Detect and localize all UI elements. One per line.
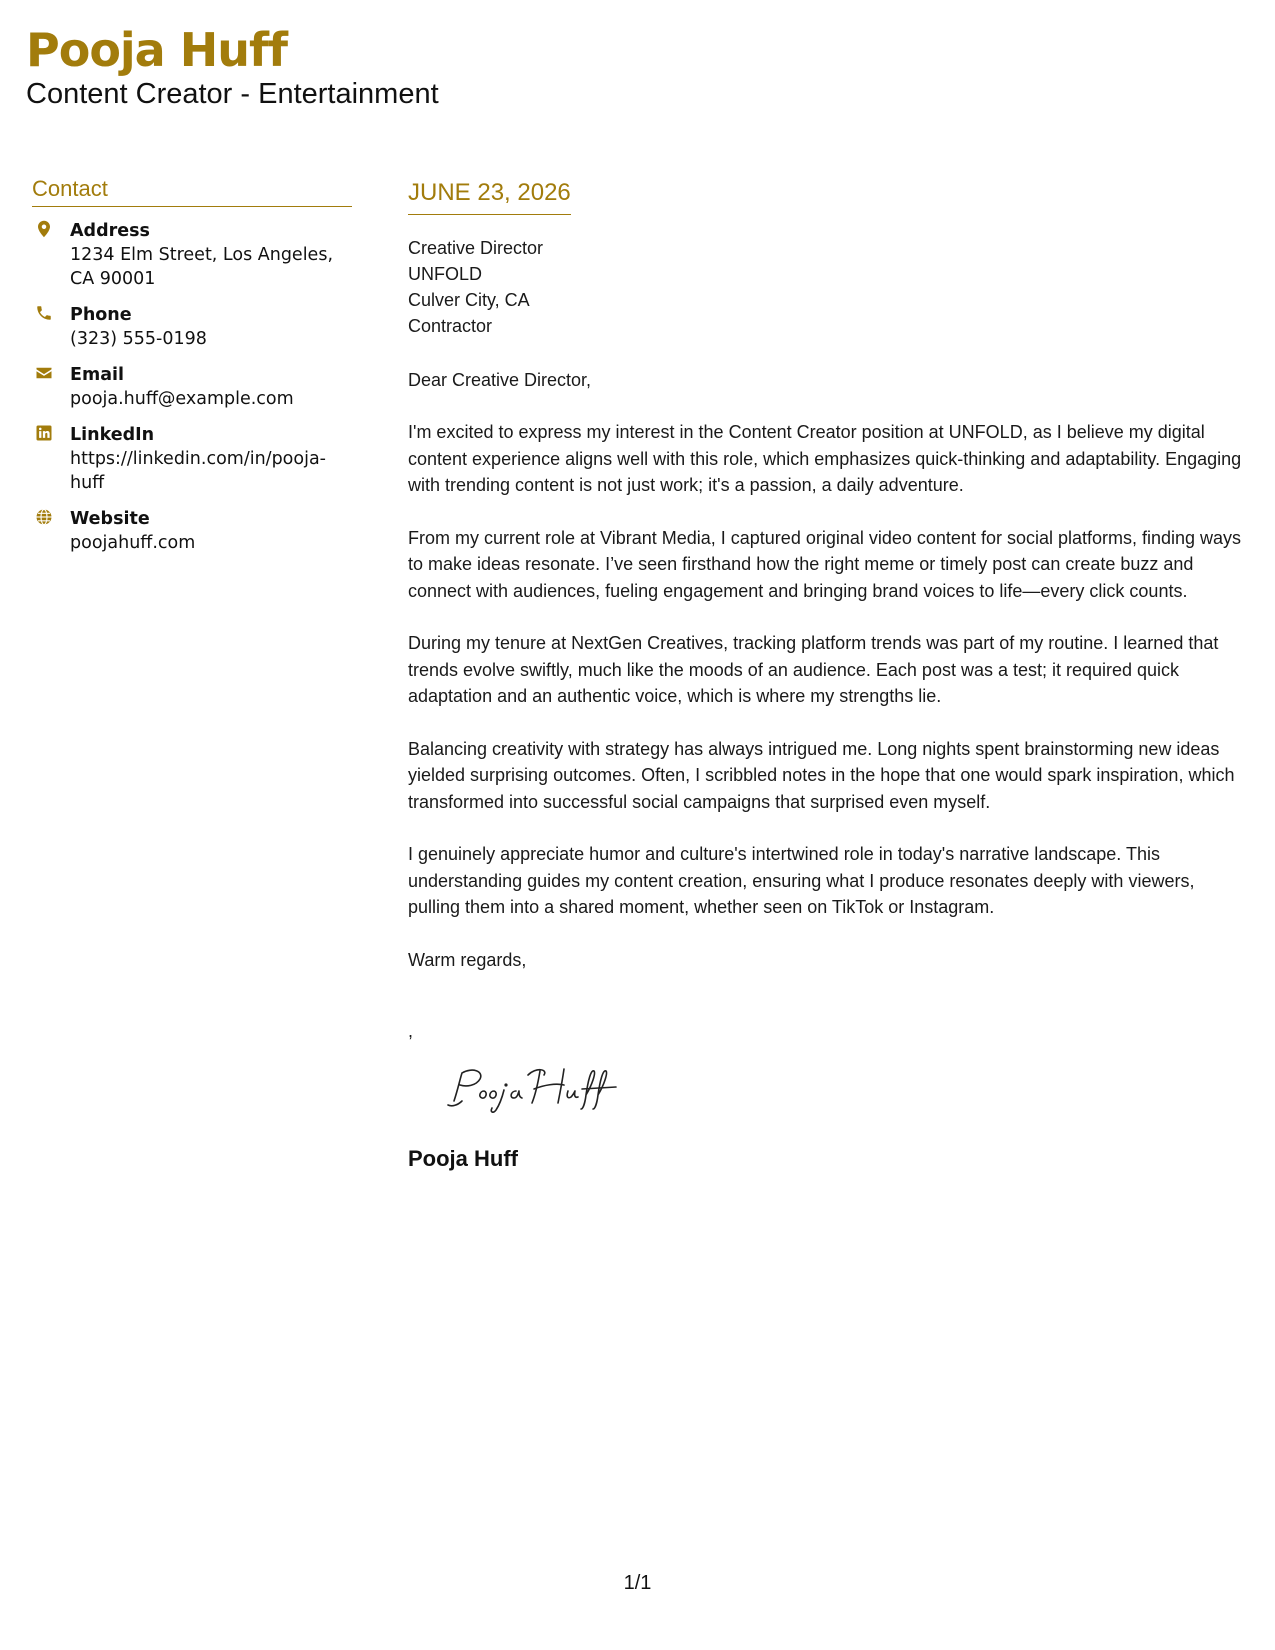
contact-label: LinkedIn [70,425,155,445]
globe-icon [32,507,70,555]
letter-body [408,178,1248,1172]
paragraph: I genuinely appreciate humor and culture's intertwined role in today's narrative landscape. This understanding guides my content creation, ensuring what I produce resonates deeply with viewers, pulling them into a shared moment, whether seen on TikTok or Instagram. [408,844,1195,917]
contact-label: Website [70,509,150,529]
contact-value: pooja.huff@example.com [70,389,294,409]
recipient-line: UNFOLD [408,264,483,284]
recipient-line: Contractor [408,316,493,336]
contact-address [32,219,352,291]
closing: Warm regards, [408,949,527,970]
contact-label: Email [70,365,124,385]
contact-phone [32,303,352,351]
page-number: 1/1 [623,1572,652,1594]
closing-comma: , [408,1020,414,1041]
letter-date: JUNE 23, 2026 [408,178,571,215]
envelope-icon [32,363,70,411]
contact-sidebar [32,176,352,555]
recipient-block [408,235,1248,339]
greeting: Dear Creative Director, [408,370,592,390]
contact-label: Phone [70,305,132,325]
linkedin-icon [32,423,70,495]
paragraph: From my current role at Vibrant Media, I captured original video content for social platforms, finding ways to make ideas resonate. I’ve seen firsthand how the right meme or timely post can create buzz and connect with audiences, fueling engagement and bringing brand voices to life—every click counts. [408,527,1242,601]
recipient-line: Creative Director [408,238,544,258]
applicant-name: Pooja Huff [26,23,288,77]
header [26,22,439,112]
handwritten-signature [444,1061,1248,1122]
contact-value: https://linkedin.com/in/pooja-huff [70,449,326,493]
contact-value: poojahuff.com [70,533,196,553]
contact-heading: Contact [32,176,352,207]
signed-name: Pooja Huff [408,1145,518,1171]
contact-value: (323) 555-0198 [70,329,207,349]
applicant-title: Content Creator - Entertainment [26,78,439,110]
paragraph: During my tenure at NextGen Creatives, tracking platform trends was part of my routine. I learned that trends evolve swiftly, much like the moods of an audience. Each post was a test; it required quick adaptation and an authentic voice, which is where my strengths lie. [408,633,1219,706]
contact-value: 1234 Elm Street, Los Angeles, CA 90001 [70,245,334,289]
phone-icon [32,303,70,351]
contact-label: Address [70,221,150,241]
paragraph: I'm excited to express my interest in the Content Creator position at UNFOLD, as I believe my digital content experience aligns well with this role, which emphasizes quick-thinking and adaptability. Engaging with trending content is not just work; it's a passion, a daily adventure. [408,422,1242,495]
recipient-line: Culver City, CA [408,290,530,310]
contact-website [32,507,352,555]
contact-email [32,363,352,411]
map-pin-icon [32,219,70,291]
contact-linkedin [32,423,352,495]
paragraph: Balancing creativity with strategy has always intrigued me. Long nights spent brainstorming new ideas yielded surprising outcomes. Often, I scribbled notes in the hope that one would spark inspiration, which transformed into successful social campaigns that surprised even myself. [408,738,1235,812]
